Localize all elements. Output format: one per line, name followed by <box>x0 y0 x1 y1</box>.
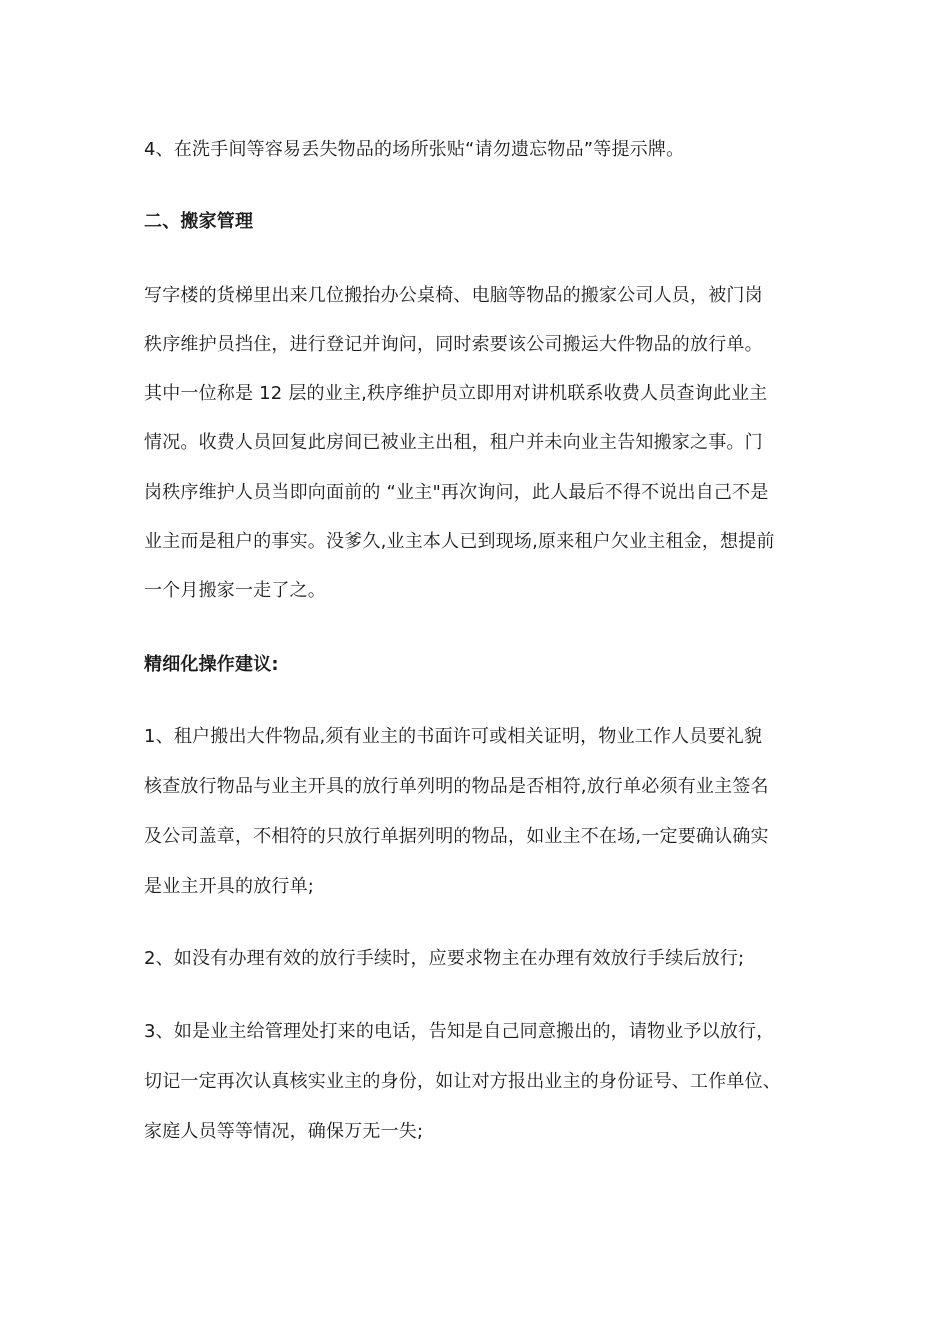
suggestion-2-line: 2、如没有办理有效的放行手续时，应要求物主在办理有效放行手续后放行; <box>144 948 745 969</box>
suggestions-heading: 精细化操作建议: <box>144 654 279 675</box>
case-paragraph-line: 岗秩序维护人员当即向面前的 “业主"再次询问，此人最后不得不说出自己不是 <box>144 482 769 503</box>
suggestion-3-line: 家庭人员等等情况，确保万无一失; <box>144 1121 424 1142</box>
suggestion-3-line: 3、如是业主给管理处打来的电话，告知是自己同意搬出的，请物业予以放行， <box>144 1021 775 1042</box>
case-paragraph-line: 业主而是租户的事实。没爹久,业主本人已到现场,原来租户欠业主租金，想提前 <box>144 531 775 552</box>
case-paragraph-line: 秩序维护员挡住，进行登记并询问，同时索要该公司搬运大件物品的放行单。 <box>144 334 763 355</box>
suggestion-1-line: 核查放行物品与业主开具的放行单列明的物品是否相符,放行单必须有业主签名 <box>144 776 769 797</box>
case-paragraph-line: 其中一位称是 12 层的业主,秩序维护员立即用对讲机联系收费人员查询此业主 <box>144 383 768 404</box>
case-paragraph-line: 情况。收费人员回复此房间已被业主出租，租户并未向业主告知搬家之事。门 <box>144 432 763 453</box>
suggestion-1-line: 及公司盖章，不相符的只放行单据列明的物品，如业主不在场,一定要确认确实 <box>144 826 769 847</box>
suggestion-3-line: 切记一定再次认真核实业主的身份，如让对方报出业主的身份证号、工作单位、 <box>144 1071 781 1092</box>
section-heading-moving-management: 二、搬家管理 <box>144 211 254 232</box>
suggestion-1-line: 是业主开具的放行单; <box>144 876 315 897</box>
suggestion-1-line: 1、租户搬出大件物品,须有业主的书面许可或相关证明，物业工作人员要礼貌 <box>144 726 763 747</box>
case-paragraph-line: 写字楼的货梯里出来几位搬抬办公桌椅、电脑等物品的搬家公司人员，被门岗 <box>144 285 763 306</box>
tip-4-paragraph: 4、在洗手间等容易丢失物品的场所张贴“请勿遗忘物品”等提示牌。 <box>144 139 685 160</box>
case-paragraph-line: 一个月搬家一走了之。 <box>144 580 326 601</box>
